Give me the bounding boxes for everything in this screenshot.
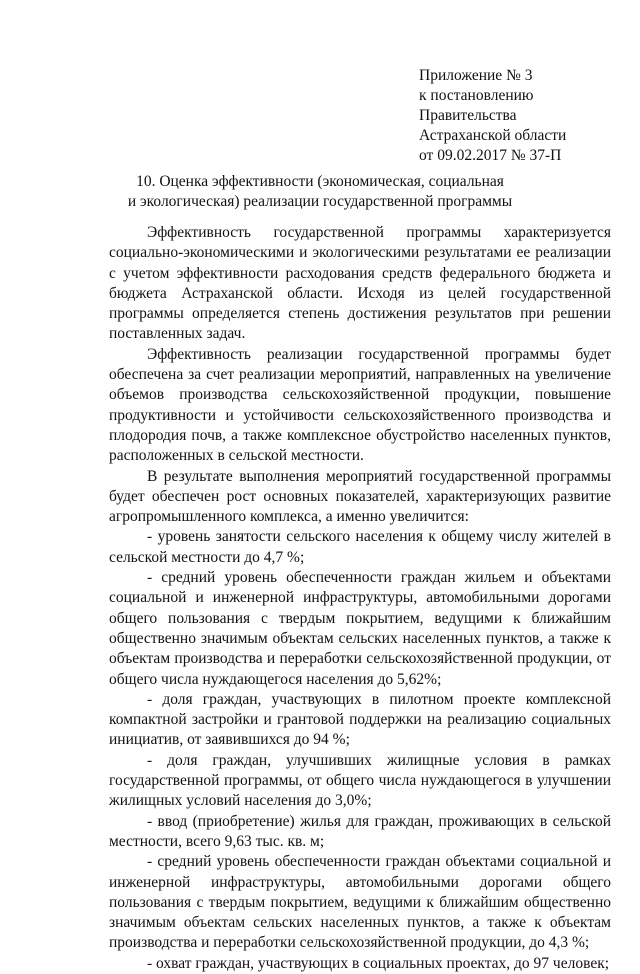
list-item: - доля граждан, участвующих в пилотном проекте комплексной компактной застройки и грантовой поддержки на реализацию социальных инициатив, от заявившихся до 94 %; — [109, 690, 611, 749]
list-item: - средний уровень обеспеченности граждан объектами социальной и инженерной инфраструктуры, автомобильными дорогами общего пользования с твердым покрытием, ведущими к ближайшим общественно значимым объектам сельских населенных пунктов, а также к объектам производства и переработки сельскохозяйственной продукции, до 4,3 %; — [109, 853, 611, 952]
appendix-line: Астраханской области — [419, 127, 567, 144]
list-item: - средний уровень обеспеченности граждан жильем и объектами социальной и инженерной инфраструктуры, автомобильными дорогами общего пользования с твердым покрытием, ведущими к ближайшим общественно значимым объектам сельских населенных пунктов, а также к объектам производства и переработки сельскохозяйственной продукции, от общего числа нуждающегося населения до 5,62%; — [109, 569, 611, 688]
section-title — [60, 172, 580, 212]
appendix-line: Правительства — [419, 107, 517, 124]
appendix-header — [419, 66, 566, 166]
body-paragraph: Эффективность государственной программы характеризуется социально-экономическими и экологическими результатами ее реализации с учетом эффективности расходования средств федерального бюджета и бюджета Астраханской области. Исходя из целей государственной программы определяется степень достижения результатов при решении поставленных задач. — [109, 224, 611, 343]
body-paragraph: В результате выполнения мероприятий государственной программы будет обеспечен рост основных показателей, характеризующих развитие агропромышленного комплекса, а именно увеличится: — [109, 467, 611, 526]
appendix-line: Приложение № 3 — [419, 67, 533, 84]
section-title-line: 10. Оценка эффективности (экономическая, социальная — [136, 173, 504, 190]
list-item: - доля граждан, улучшивших жилищные условия в рамках государственной программы, от общего числа нуждающегося в улучшении жилищных условий населения до 3,0%; — [109, 751, 611, 810]
list-item: - ввод (приобретение) жилья для граждан, проживающих в сельской местности, всего 9,63 тыс. кв. м; — [109, 812, 611, 850]
document-body — [109, 223, 611, 974]
appendix-line: к постановлению — [419, 87, 534, 104]
section-title-line: и экологическая) реализации государственной программы — [127, 193, 513, 210]
appendix-line: от 09.02.2017 № 37-П — [419, 147, 562, 164]
list-item: - уровень занятости сельского населения к общему числу жителей в сельской местности до 4,7 %; — [109, 528, 611, 566]
body-paragraph: Эффективность реализации государственной программы будет обеспечена за счет реализации мероприятий, направленных на увеличение объемов производства сельскохозяйственной продукции, повышение продуктивности и устойчивости сельскохозяйственного производства и плодородия почв, а также комплексное обустройство населенных пунктов, расположенных в сельской местности. — [109, 345, 611, 465]
list-item: - охват граждан, участвующих в социальных проектах, до 97 человек; — [147, 954, 610, 972]
